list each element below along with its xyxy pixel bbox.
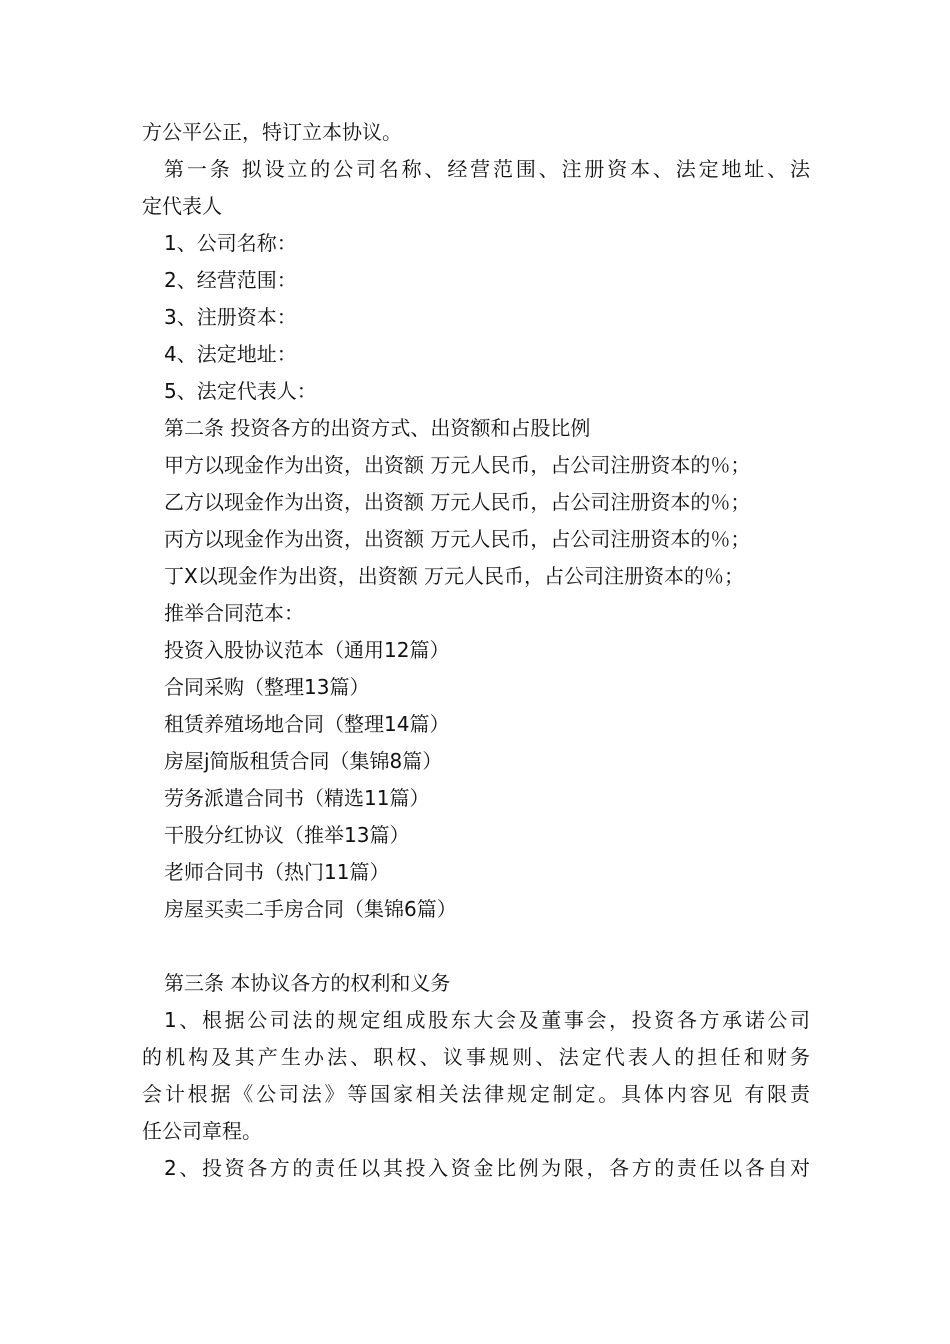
article2-row-party-c: 丙方以现金作为出资，出资额 万元人民币，占公司注册资本的％；	[164, 527, 751, 551]
article3-para1-line: 任公司章程。	[142, 1119, 262, 1143]
article1-item-business-scope: 2、经营范围：	[164, 268, 297, 292]
recommend-heading: 推举合同范本：	[164, 601, 304, 625]
recommend-item: 租赁养殖场地合同（整理14篇）	[164, 712, 450, 736]
intro-tail-line: 方公平公正，特订立本协议。	[142, 120, 402, 144]
recommend-item: 投资入股协议范本（通用12篇）	[164, 638, 450, 662]
article2-row-party-d: 丁X以现金作为出资，出资额 万元人民币，占公司注册资本的％；	[164, 564, 745, 588]
article3-para1-line: 的机构及其产生办法、职权、议事规则、法定代表人的担任和财务	[142, 1045, 810, 1069]
article2-row-party-b: 乙方以现金作为出资，出资额 万元人民币，占公司注册资本的％；	[164, 490, 751, 514]
article3-para1-line: 1、根据公司法的规定组成股东大会及董事会，投资各方承诺公司	[164, 1008, 810, 1032]
article1-item-legal-representative: 5、法定代表人：	[164, 379, 317, 403]
article3-heading: 第三条 本协议各方的权利和义务	[164, 971, 451, 995]
recommend-item: 房屋j简版租赁合同（集锦8篇）	[164, 749, 443, 773]
article1-item-registered-capital: 3、注册资本：	[164, 305, 297, 329]
article1-item-legal-address: 4、法定地址：	[164, 342, 297, 366]
recommend-item: 房屋买卖二手房合同（集锦6篇）	[164, 897, 457, 921]
recommend-item: 老师合同书（热门11篇）	[164, 860, 390, 884]
article1-heading-line2: 定代表人	[142, 194, 222, 218]
article2-heading: 第二条 投资各方的出资方式、出资额和占股比例	[164, 416, 591, 440]
article3-para2-line: 2、投资各方的责任以其投入资金比例为限，各方的责任以各自对	[164, 1156, 810, 1180]
recommend-item: 干股分红协议（推举13篇）	[164, 823, 410, 847]
recommend-item: 劳务派遣合同书（精选11篇）	[164, 786, 430, 810]
article1-heading-line1: 第一条 拟设立的公司名称、经营范围、注册资本、法定地址、法	[164, 157, 810, 181]
recommend-item: 合同采购（整理13篇）	[164, 675, 370, 699]
article1-item-company-name: 1、公司名称：	[164, 231, 297, 255]
document-body	[142, 114, 810, 1187]
blank-line	[142, 928, 810, 965]
article3-para1-line: 会计根据《公司法》等国家相关法律规定制定。具体内容见 有限责	[142, 1082, 810, 1106]
article2-row-party-a: 甲方以现金作为出资，出资额 万元人民币，占公司注册资本的％；	[164, 453, 751, 477]
